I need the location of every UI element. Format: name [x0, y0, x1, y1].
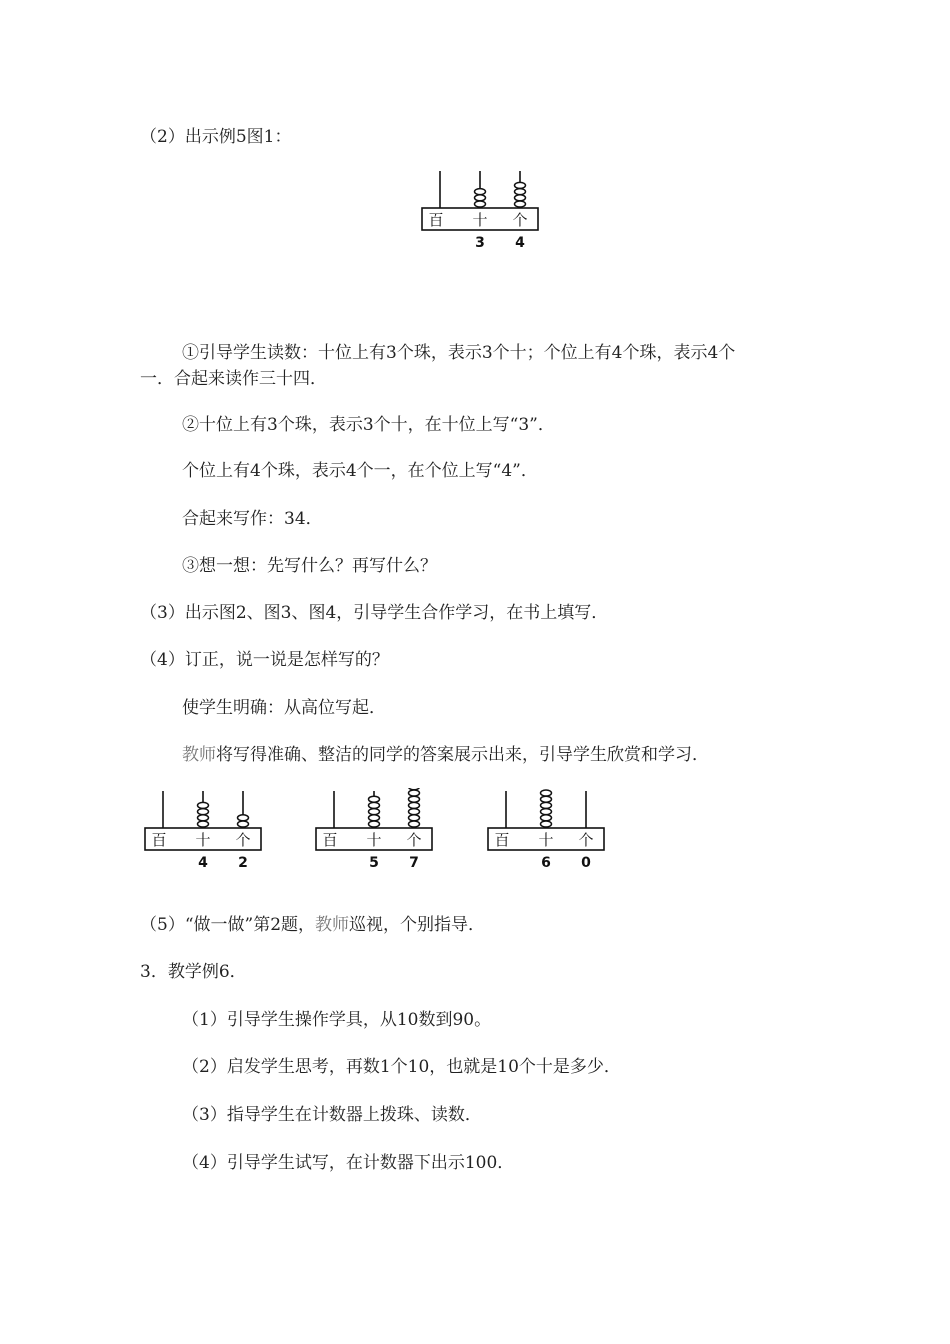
teacher-word-2: 教师	[315, 915, 350, 935]
abacus-bead	[541, 809, 552, 815]
abacus-bead	[369, 815, 380, 821]
combined-write-instruction: 合起来写作：34．	[182, 509, 323, 529]
place-label: 十	[195, 831, 211, 849]
tens-write-instruction: ②十位上有3个珠，表示3个十，在十位上写“3”．	[182, 415, 555, 435]
abacus-bead	[515, 195, 526, 201]
abacus-digit: 4	[515, 235, 525, 251]
abacus-digit: 0	[581, 855, 591, 871]
abacus-bead	[198, 815, 209, 821]
abacus-bead	[409, 802, 420, 808]
abacus-figure-1	[420, 168, 540, 256]
place-label: 十	[472, 211, 488, 229]
step-5-heading	[140, 914, 485, 936]
example6-step-4: （4）引导学生试写，在计数器下出示100．	[182, 1153, 515, 1173]
place-label: 十	[538, 831, 554, 849]
abacus-figure-3	[314, 788, 434, 876]
place-label: 百	[151, 831, 167, 849]
step-5-text: （5）“做一做”第2题，	[140, 915, 316, 935]
abacus-bead	[515, 201, 526, 207]
abacus-bead	[409, 815, 420, 821]
place-label: 个	[235, 831, 251, 849]
abacus-svg	[314, 788, 434, 876]
abacus-figure-4	[486, 788, 606, 876]
step-2-heading: （2）出示例5图1：	[140, 127, 292, 147]
teacher-show-answers-text: 将写得准确、整洁的同学的答案展示出来，引导学生欣赏和学习．	[216, 745, 709, 765]
example6-step-1: （1）引导学生操作学具，从10数到90。	[182, 1010, 492, 1030]
place-label: 个	[406, 831, 422, 849]
abacus-bead	[475, 195, 486, 201]
abacus-digit: 4	[198, 855, 208, 871]
write-from-high-place: 使学生明确：从高位写起．	[182, 698, 386, 718]
place-label: 个	[512, 211, 528, 229]
abacus-bead	[198, 821, 209, 827]
think-question: ③想一想：先写什么？再写什么？	[182, 556, 437, 576]
abacus-digit: 7	[409, 855, 419, 871]
abacus-bead	[541, 802, 552, 808]
abacus-bead	[238, 821, 249, 827]
abacus-bead	[541, 790, 552, 796]
section-3-heading: 3．教学例6．	[140, 962, 247, 982]
abacus-digit: 2	[238, 855, 248, 871]
abacus-bead	[515, 189, 526, 195]
teacher-word: 教师	[182, 745, 216, 765]
abacus-bead	[541, 821, 552, 827]
place-label: 十	[366, 831, 382, 849]
abacus-bead	[409, 796, 420, 802]
place-label: 个	[578, 831, 594, 849]
abacus-svg	[420, 168, 540, 256]
abacus-bead	[369, 809, 380, 815]
abacus-bead	[198, 809, 209, 815]
abacus-bead	[369, 802, 380, 808]
read-number-instruction: ①引导学生读数：十位上有3个珠，表示3个十；个位上有4个珠，表示4个	[182, 343, 736, 363]
abacus-bead	[369, 796, 380, 802]
abacus-bead	[541, 796, 552, 802]
read-number-instruction-cont: 一．合起来读作三十四．	[140, 369, 327, 389]
step-3-heading: （3）出示图2、图3、图4，引导学生合作学习，在书上填写．	[140, 603, 609, 623]
example6-step-2: （2）启发学生思考，再数1个10，也就是10个十是多少．	[182, 1057, 621, 1077]
abacus-bead	[515, 182, 526, 188]
example6-step-3: （3）指导学生在计数器上拨珠、读数．	[182, 1105, 482, 1125]
abacus-svg	[143, 788, 263, 876]
abacus-figure-2	[143, 788, 263, 876]
ones-write-instruction: 个位上有4个珠，表示4个一，在个位上写“4”．	[182, 461, 538, 481]
abacus-bead	[409, 788, 420, 790]
abacus-bead	[198, 802, 209, 808]
place-label: 百	[428, 211, 444, 229]
abacus-digit: 3	[475, 235, 485, 251]
abacus-bead	[475, 201, 486, 207]
place-label: 百	[494, 831, 510, 849]
teacher-show-answers	[182, 744, 709, 766]
abacus-bead	[409, 821, 420, 827]
abacus-bead	[541, 815, 552, 821]
step-4-heading: （4）订正，说一说是怎样写的？	[140, 650, 389, 670]
abacus-bead	[238, 815, 249, 821]
abacus-bead	[409, 809, 420, 815]
abacus-digit: 6	[541, 855, 551, 871]
abacus-bead	[475, 189, 486, 195]
abacus-bead	[369, 821, 380, 827]
abacus-digit: 5	[369, 855, 379, 871]
place-label: 百	[322, 831, 338, 849]
abacus-bead	[409, 790, 420, 796]
step-5-text-cont: 巡视，个别指导．	[349, 915, 486, 935]
abacus-svg	[486, 788, 606, 876]
